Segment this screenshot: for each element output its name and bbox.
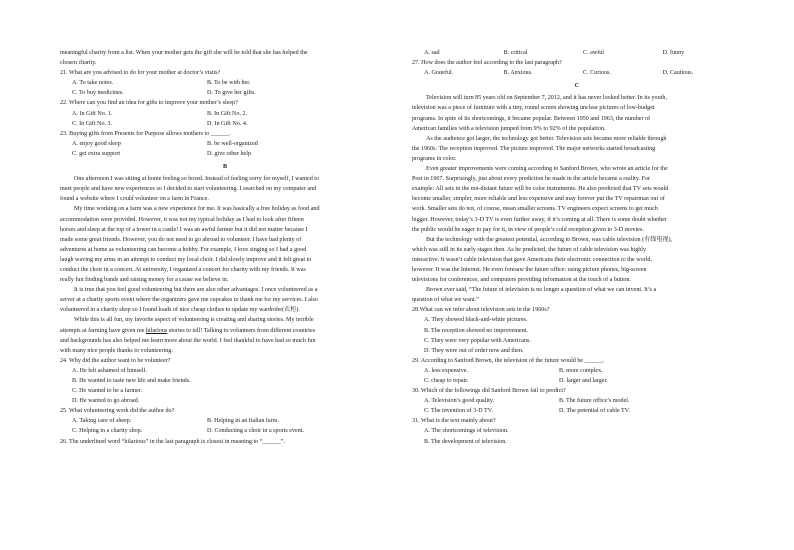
q29-options-row <box>412 376 742 386</box>
q21-option-b[interactable]: B. To be with her. <box>207 80 251 87</box>
q24-option-d-text: D. He wanted to go abroad. <box>72 398 140 405</box>
passage-line: television was a piece of furniture with a tiny, round screen showing unclear pictures of low-budget <box>412 105 655 112</box>
question-25: 25. What volunteering work did the author do? <box>60 408 175 415</box>
passage-line: It is true that you feel good volunteering but there are also other advantages. I once volunteered as a <box>74 287 318 294</box>
q24-option-c[interactable] <box>60 386 390 396</box>
question-24: 24. Why did the author want to be volunteer? <box>60 357 171 364</box>
q27-option-d[interactable]: D. Cautious. <box>662 70 694 77</box>
question-27: 27. How does the author feel according to the last paragraph? <box>412 60 562 67</box>
passage-line: example: All sets in the not-distant future will be color instruments. He also predicted that TV sets would <box>412 186 669 193</box>
q29-options-row <box>412 366 742 376</box>
q26-option-b[interactable]: B. critical <box>503 50 528 56</box>
q30-option-b[interactable]: B. The future office’s model. <box>559 398 630 405</box>
q28-option-c[interactable] <box>412 336 742 346</box>
q27-option-a[interactable]: A. Grateful. <box>424 70 454 77</box>
passage-line: really fun finding bands and raising money for a cause we believe in. <box>60 277 229 284</box>
q24-option-a[interactable] <box>60 366 390 376</box>
q23-options-row <box>60 139 390 149</box>
passage-line: become smaller, simpler, more reliable and less expensive and may forever put the TV repairman out of <box>412 196 665 203</box>
question-23: 23. Buying gifts from Presents for Purpose allows mothers to ______. <box>60 130 231 137</box>
passage-line: question of what we want.” <box>412 297 479 304</box>
q31-option-b[interactable] <box>412 437 742 447</box>
right-column <box>412 48 742 447</box>
passage-line: American families with a television jumped from 9% to 92% of the population. <box>412 125 606 132</box>
question-22: 22. Where can you find an idea for gifts to improve your mother’s sleep? <box>60 100 238 107</box>
passage-line: televisions for conferences, and computers providing information at the touch of a button. <box>412 277 631 284</box>
passage-line: and backgrounds has also helped me learn more about the world. I feel thankful to have had so much fun <box>60 337 316 344</box>
passage-line: Even greater improvements were coming according to Sanford Brown, who wrote an article for the <box>426 166 668 173</box>
underlined-word-hilarious: hilarious <box>145 327 168 334</box>
q29-option-d[interactable]: D. larger and larger. <box>559 378 608 384</box>
passage-line: One afternoon I was sitting at home feeling so bored. Instead of feeling sorry for myself, I wanted to <box>74 176 320 183</box>
passage-line: made some great friends. However, you do not need to go abroad to volunteer. I have had plenty of <box>60 236 302 243</box>
q23-options-row <box>60 149 390 159</box>
q23-option-d[interactable]: D. give other help <box>207 150 251 157</box>
q25-options-row <box>60 416 390 426</box>
q24-option-d[interactable] <box>60 396 390 406</box>
question-21: 21. What are you advised to do for your mother at doctor’s visits? <box>60 70 221 77</box>
passage-line: the 1960s. The reception improved. The picture improved. The major networks started broadcasting <box>412 145 656 152</box>
q24-option-a-text: A. He felt ashamed of himself. <box>72 367 147 374</box>
passage-line: conduct the choir in a concert. At university, I organized a concert for charity with my friends. It was <box>60 266 306 273</box>
passage-line: accommodation were provided. However, it was not my typical holiday as I had to look after fifteen <box>60 216 304 223</box>
q25-option-b[interactable]: B. Helping in an Italian farm. <box>207 418 279 425</box>
q22-option-d[interactable]: D. In Gift No. 4. <box>207 120 248 127</box>
q23-option-a[interactable]: A. enjoy good sleep <box>72 140 121 147</box>
passage-line: interactive. It wasn’t cable television that gave Americans their electronic connection to the world, <box>412 256 652 263</box>
section-heading-c: C <box>574 83 580 90</box>
passage-line: found a website where I could volunteer on a farm in France. <box>60 196 209 203</box>
q29-option-a[interactable]: A. less expensive. <box>424 367 469 374</box>
passage-line: which was still in its early stages then. As he predicted, the future of cable television was highly <box>412 246 647 253</box>
passage-line: volunteered in a charity shop so I found loads of nice cheap clothes to update my wardrobe(衣柜). <box>60 307 300 314</box>
passage-line: But the technology with the greatest potential, according to Brown, was cable television (有线电视), <box>426 236 673 243</box>
passage-line: horses and sleep at the top of a tower in a castle! I was an awful farmer but it did not matter because I <box>60 226 308 233</box>
q30-options-row <box>412 396 742 406</box>
q21-options-row <box>60 88 390 98</box>
q25-options-row <box>60 426 390 436</box>
q30-option-d[interactable]: D. The potential of cable TV. <box>559 408 630 415</box>
q30-options-row <box>412 406 742 416</box>
q27-options-row <box>412 68 742 78</box>
q22-option-c[interactable]: C. In Gift No. 3. <box>72 120 113 127</box>
q28-option-b-text: B. The reception showed no improvement. <box>424 327 528 334</box>
q27-option-c[interactable]: C. Curious. <box>583 70 611 77</box>
question-29: 29. According to Sanford Brown, the television of the future would be ______. <box>412 357 605 364</box>
passage-line: Brown ever said, “The future of television is no longer a question of what we can invent. It’s a <box>426 287 657 294</box>
q25-option-c[interactable]: C. Helping in a charity shop. <box>72 428 143 435</box>
passage-line: the public would be eager to pay for it, in view of people’s cold reception given to 3-D movies. <box>412 226 644 233</box>
q28-option-a[interactable] <box>412 315 742 325</box>
q29-option-c[interactable]: C. cheap to repair. <box>424 378 469 384</box>
q26-option-c[interactable]: C. awful <box>583 50 604 56</box>
passage-line: bigger. However, today’s 3-D TV is even further away, if it’s coming at all. There is some doubt whether <box>412 216 667 223</box>
q31-option-a-text: A. The shortcomings of television. <box>424 428 509 435</box>
q31-option-a[interactable] <box>412 426 742 436</box>
q30-option-c[interactable]: C. The invention of 3-D TV. <box>424 408 493 415</box>
passage-line: however. It was the Internet. He even foresaw the future office: using picture phones, big-screen <box>412 266 647 273</box>
q21-option-d[interactable]: D. To give her gifts. <box>207 90 256 97</box>
q22-option-a[interactable]: A. In Gift No. 1. <box>72 110 113 117</box>
q26-option-d[interactable]: D. funny <box>662 50 685 56</box>
passage-line: As the audience got larger, the technology got better. Television sets became more reliable through <box>426 135 667 142</box>
passage-line: Post in 1967. Surprisingly, just about every prediction he made in the article became a reality. For <box>412 176 650 183</box>
q27-option-b[interactable]: B. Anxious. <box>503 70 533 77</box>
q31-option-b-text: B. The development of television. <box>424 438 507 445</box>
passage-line: My time working on a farm was a new experience for me. It was basically a free holiday as food and <box>74 206 320 213</box>
question-31: 31. What is the text mainly about? <box>412 418 496 425</box>
passage-line: with many nice people thanks to volunteering. <box>60 347 173 354</box>
q21-option-a[interactable]: A. To take notes. <box>72 80 114 87</box>
q29-option-b[interactable]: B. more complex. <box>559 367 603 374</box>
q28-option-b[interactable] <box>412 326 742 336</box>
q24-option-b-text: B. He wanted to taste new life and make friends. <box>72 378 191 384</box>
passage-line: While this is all fun, my favorite aspect of volunteering is creating and sharing stories. My terrible <box>74 317 314 324</box>
q25-option-a[interactable]: A. Taking care of sheep. <box>72 418 132 425</box>
q21-options-row <box>60 78 390 88</box>
passage-line: meet people and have new experiences so I decided to start volunteering. I searched on my computer and <box>60 186 317 193</box>
intro-line: meaningful charity from a list. When your mother gets the gift she will be told that she has helped the <box>60 50 308 56</box>
q21-option-c[interactable]: C. To buy medicines. <box>72 90 124 97</box>
passage-line: work. Smaller sets do not, of course, mean smaller screens. TV engineers expect screens to get much <box>412 206 658 213</box>
q28-option-c-text: C. They were very popular with Americans. <box>424 337 531 344</box>
passage-line: programs. In spite of its shortcomings, it became popular. Between 1950 and 1963, the number of <box>412 115 651 122</box>
left-column <box>60 48 390 447</box>
passage-line: laugh waving my arms in an attempt to conduct my local choir. I did slowly improve and it felt great to <box>60 256 312 263</box>
passage-line: adventures at home as volunteering can become a hobby. For example, I love singing so I had a good <box>60 246 307 253</box>
q25-option-d[interactable]: D. Conducting a choir in a sports event. <box>207 428 304 435</box>
passage-line: Television will turn 85 years old on September 7, 2012, and it has never looked better. In its youth, <box>426 95 667 102</box>
q28-option-a-text: A. They showed black-and-white pictures. <box>424 317 528 324</box>
q24-option-b[interactable] <box>60 376 390 386</box>
q22-options-row <box>60 109 390 119</box>
q26-options-row <box>412 48 742 58</box>
q28-option-d[interactable] <box>412 346 742 356</box>
q23-option-c[interactable]: C. get extra support <box>72 150 121 157</box>
q26-option-a[interactable]: A. sad <box>424 50 440 56</box>
q23-option-b[interactable]: B. be well-organized <box>207 140 258 147</box>
q30-option-a[interactable]: A. Television’s good quality. <box>424 398 494 405</box>
question-26: 26. The underlined word “hilarious” in the last paragraph is closest in meaning to “______”. <box>60 438 285 445</box>
q22-options-row <box>60 119 390 129</box>
q24-option-c-text: C. He wanted to be a farmer. <box>72 388 143 395</box>
intro-line: chosen charity. <box>60 60 97 67</box>
passage-line: programs in color. <box>412 155 457 162</box>
passage-line: attempts at farming have given me hilarious stories to tell! Talking to volunteers from different countries <box>60 327 316 334</box>
passage-line: server at a charity sports event where the organizers gave me cupcakes to thank me for my services. I also <box>60 297 319 304</box>
question-28: 28.What can we infer about television sets in the 1960s? <box>412 307 550 314</box>
question-30: 30. Which of the followings did Sanford Brown fail to predict? <box>412 388 566 395</box>
section-heading-b: B <box>222 164 228 171</box>
q22-option-b[interactable]: B. In Gift No. 2. <box>207 110 248 117</box>
q28-option-d-text: D. They were out of order now and then. <box>424 347 524 354</box>
